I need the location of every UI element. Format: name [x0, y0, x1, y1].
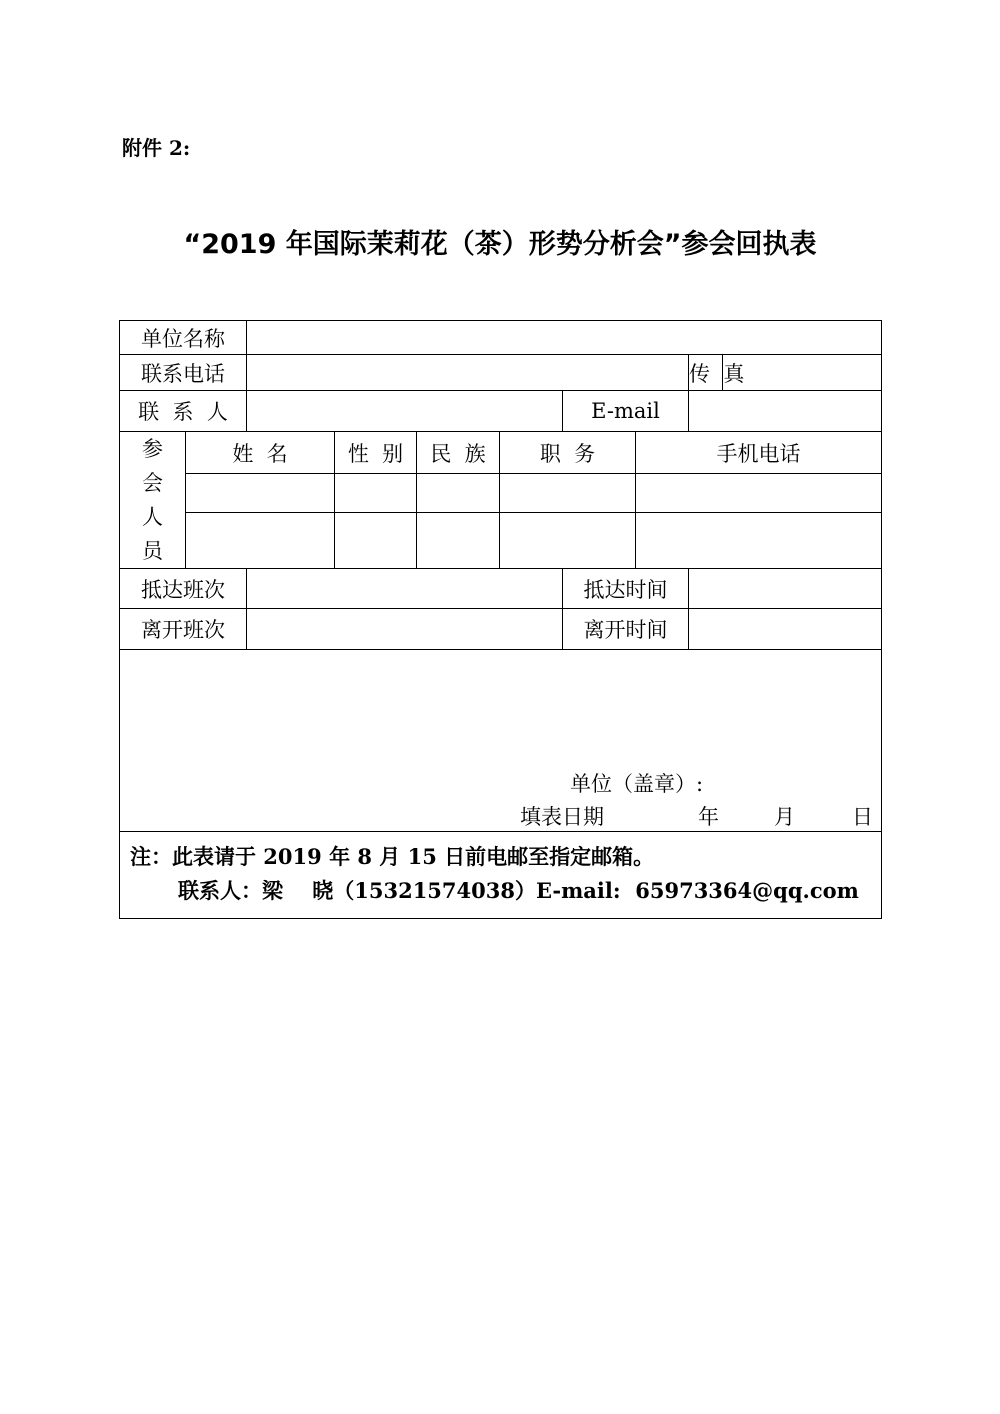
header-ethnicity: 民 族 — [417, 432, 500, 474]
attendee-name-field[interactable] — [186, 513, 335, 569]
header-mobile: 手机电话 — [636, 432, 882, 474]
attachment-label: 附件 2: — [122, 136, 191, 160]
attendee-gender-field[interactable] — [335, 513, 417, 569]
year-label: 年 — [698, 805, 719, 829]
departure-time-label: 离开时间 — [563, 609, 689, 650]
arrival-time-label: 抵达时间 — [563, 569, 689, 609]
note-box — [120, 832, 882, 919]
attendee-mobile-field[interactable] — [636, 513, 882, 569]
departure-flight-field[interactable] — [247, 609, 563, 650]
unit-name-field[interactable] — [247, 321, 882, 355]
page-title: “2019 年国际茉莉花（茶）形势分析会”参会回执表 — [183, 229, 817, 260]
registration-form-table — [119, 320, 882, 919]
phone-label: 联系电话 — [120, 355, 247, 391]
month-label: 月 — [774, 805, 795, 829]
day-label: 日 — [852, 805, 873, 829]
seal-label: 单位（盖章）: — [570, 772, 704, 796]
attendee-ethnicity-field[interactable] — [417, 513, 500, 569]
header-name: 姓 名 — [186, 432, 335, 474]
attendees-label-char: 会 — [142, 471, 163, 495]
attendee-mobile-field[interactable] — [636, 474, 882, 513]
unit-name-label: 单位名称 — [120, 321, 247, 355]
header-position: 职 务 — [500, 432, 636, 474]
departure-flight-label: 离开班次 — [120, 609, 247, 650]
fax-label: 传 真 — [689, 355, 723, 391]
arrival-flight-field[interactable] — [247, 569, 563, 609]
fax-field[interactable] — [723, 355, 882, 391]
phone-field[interactable] — [247, 355, 689, 391]
email-label: E-mail — [563, 391, 689, 432]
attendee-gender-field[interactable] — [335, 474, 417, 513]
attendee-position-field[interactable] — [500, 513, 636, 569]
departure-time-field[interactable] — [689, 609, 882, 650]
attendee-name-field[interactable] — [186, 474, 335, 513]
email-field[interactable] — [689, 391, 882, 432]
note-line-2: 联系人：梁 晓（15321574038）E-mail: 65973364@qq.com — [178, 878, 859, 903]
contact-label: 联 系 人 — [120, 391, 247, 432]
header-gender: 性 别 — [335, 432, 417, 474]
arrival-time-field[interactable] — [689, 569, 882, 609]
attendees-label-char: 参 — [142, 437, 163, 461]
contact-field[interactable] — [247, 391, 563, 432]
attendees-label-char: 员 — [142, 539, 163, 563]
date-label: 填表日期 — [520, 805, 604, 829]
attendees-label-char: 人 — [142, 505, 163, 529]
note-line-1: 注：此表请于 2019 年 8 月 15 日前电邮至指定邮箱。 — [130, 844, 655, 869]
arrival-flight-label: 抵达班次 — [120, 569, 247, 609]
signature-area[interactable] — [120, 650, 882, 832]
attendee-position-field[interactable] — [500, 474, 636, 513]
attendee-ethnicity-field[interactable] — [417, 474, 500, 513]
attendees-label — [120, 432, 186, 569]
